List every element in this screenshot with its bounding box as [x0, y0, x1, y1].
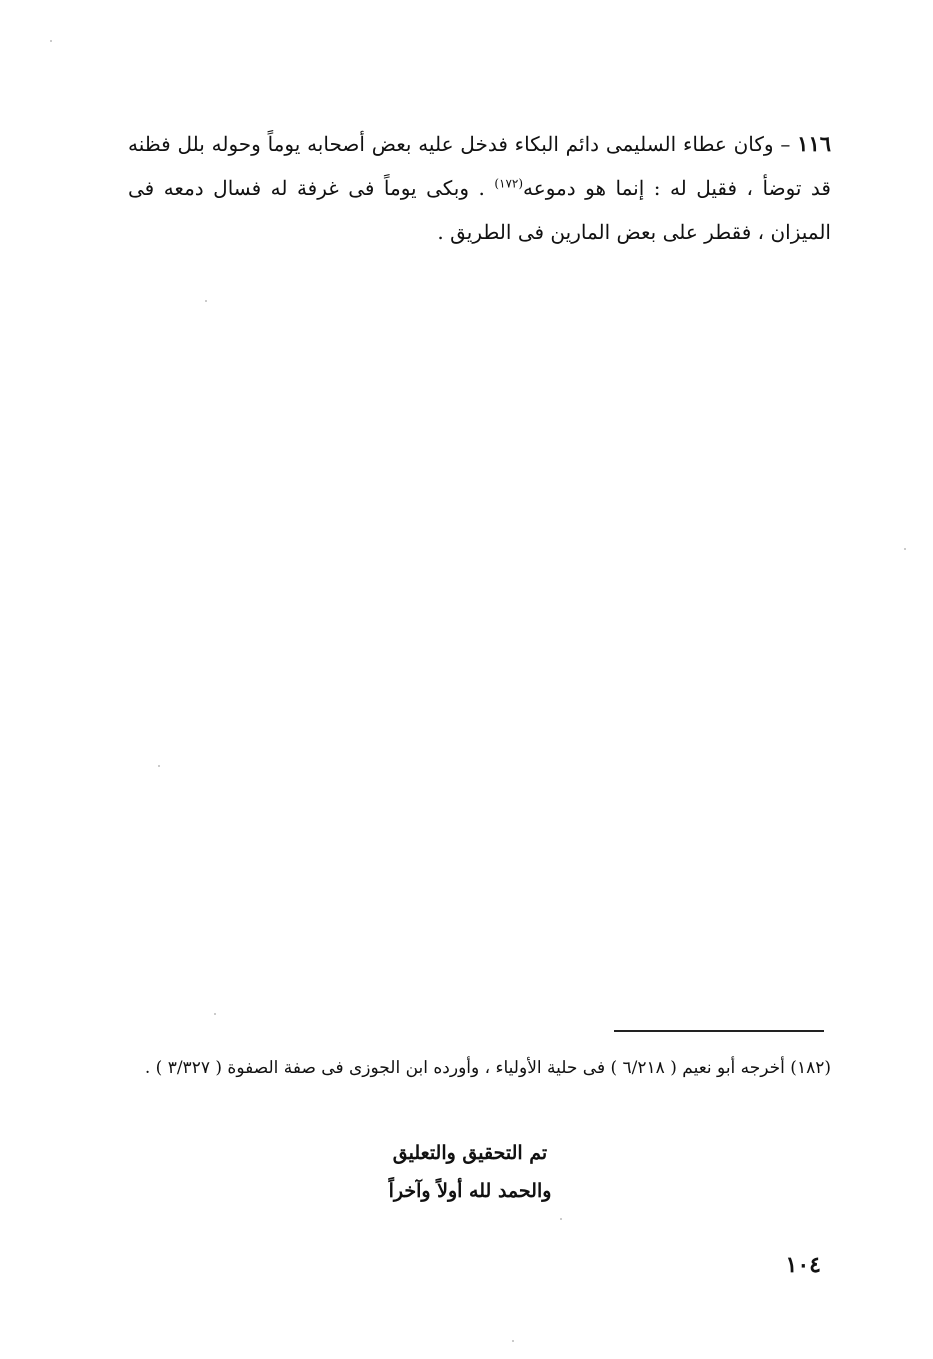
scan-speck — [50, 40, 52, 42]
footnote — [128, 1048, 831, 1088]
footnote-reference: (١٧٢) — [494, 176, 524, 191]
paragraph-text-part2: . وبكى يوماً فى غرفة له فسال دمعه فى الميزان ، فقطر على بعض المارين فى الطريق . — [128, 176, 831, 244]
closing-statement — [330, 1134, 610, 1210]
closing-line-1: تم التحقيق والتعليق — [392, 1142, 548, 1164]
scan-speck — [214, 1013, 216, 1015]
scan-speck — [205, 300, 207, 302]
scan-speck — [904, 548, 906, 550]
scan-speck — [512, 1340, 514, 1342]
paragraph-number: ١١٦ — [797, 131, 832, 156]
main-paragraph — [128, 122, 831, 254]
closing-line-2: والحمد لله أولاً وآخراً — [388, 1180, 552, 1202]
scan-speck — [158, 765, 160, 767]
paragraph-text-part1: وكان عطاء السليمى دائم البكاء فدخل عليه بعض أصحابه يوماً وحوله بلل فظنه قد توضأ ، فقيل له : إنما هو دموعه — [128, 132, 831, 200]
paragraph-dash: – — [780, 132, 791, 156]
scan-speck — [560, 1218, 562, 1220]
footnote-separator — [614, 1030, 824, 1032]
page-number: ١٠٤ — [785, 1252, 821, 1278]
footnote-text: (١٨٢) أخرجه أبو نعيم ( ٦/٢١٨ ) فى حلية الأولياء ، وأورده ابن الجوزى فى صفة الصفوة ( ٣/٣٢٧ ) . — [144, 1058, 831, 1078]
